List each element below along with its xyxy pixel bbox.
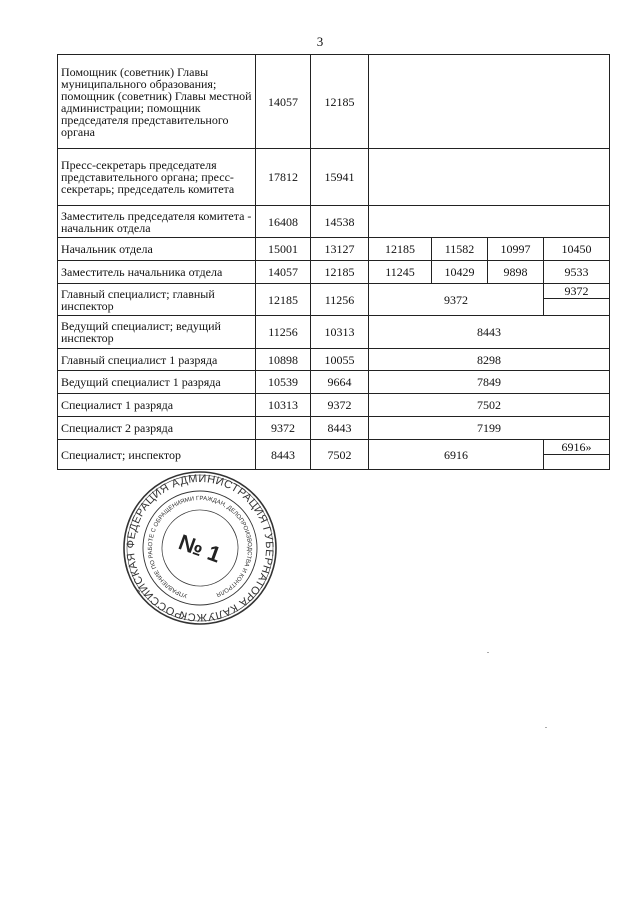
merged-salary-cell: 8443 [369, 316, 610, 349]
scan-speck [487, 652, 489, 653]
position-cell: Специалист 1 разряда [58, 394, 256, 417]
salary-cell: 7502 [311, 440, 369, 470]
table-row [58, 349, 610, 371]
salary-cell: 10313 [256, 394, 311, 417]
empty-cell [369, 149, 610, 206]
position-cell: Заместитель председателя комитета - начальник отдела [58, 206, 256, 238]
empty-cell [544, 455, 610, 470]
table-row [58, 394, 610, 417]
salary-cell: 9372 [311, 394, 369, 417]
salary-cell: 10313 [311, 316, 369, 349]
table-row [58, 206, 610, 238]
salary-cell: 15001 [256, 238, 311, 261]
salary-cell: 9372 [256, 417, 311, 440]
stamp-number: № 1 [175, 529, 225, 568]
merged-salary-cell: 7502 [369, 394, 610, 417]
position-cell: Заместитель начальника отдела [58, 261, 256, 284]
side-salary-cell: 6916» [544, 440, 610, 455]
side-salary-cell: 9372 [544, 284, 610, 299]
salary-cell: 12185 [311, 55, 369, 149]
empty-cell [369, 55, 610, 149]
position-cell: Пресс-секретарь председателя представительного органа; пресс-секретарь; председатель комитета [58, 149, 256, 206]
salary-cell: 11256 [256, 316, 311, 349]
position-cell: Ведущий специалист; ведущий инспектор [58, 316, 256, 349]
salary-cell: 10997 [488, 238, 544, 261]
table-row [58, 238, 610, 261]
salary-cell: 10450 [544, 238, 610, 261]
empty-cell [369, 206, 610, 238]
table-row [58, 417, 610, 440]
salary-cell: 14538 [311, 206, 369, 238]
table-row [58, 284, 610, 299]
position-cell: Главный специалист; главный инспектор [58, 284, 256, 316]
salary-cell: 12185 [256, 284, 311, 316]
salary-cell: 8443 [256, 440, 311, 470]
official-stamp [120, 468, 280, 628]
position-cell: Главный специалист 1 разряда [58, 349, 256, 371]
table-row [58, 440, 610, 455]
salary-cell: 10055 [311, 349, 369, 371]
salary-table [57, 54, 610, 470]
page-number: 3 [316, 34, 324, 49]
position-cell: Специалист; инспектор [58, 440, 256, 470]
salary-cell: 10539 [256, 371, 311, 394]
stamp-inner-text: УПРАВЛЕНИЕ ПО РАБОТЕ С ОБРАЩЕНИЯМИ ГРАЖДАН, ДЕЛОПРОИЗВОДСТВА И КОНТРОЛЯ [147, 495, 253, 599]
salary-cell: 15941 [311, 149, 369, 206]
salary-cell: 14057 [256, 55, 311, 149]
salary-cell: 9664 [311, 371, 369, 394]
merged-salary-cell: 6916 [369, 440, 544, 470]
salary-cell: 11582 [432, 238, 488, 261]
scan-speck [545, 727, 547, 728]
salary-cell: 13127 [311, 238, 369, 261]
merged-salary-cell: 8298 [369, 349, 610, 371]
empty-cell [544, 299, 610, 316]
salary-cell: 11256 [311, 284, 369, 316]
merged-salary-cell: 7849 [369, 371, 610, 394]
position-cell: Ведущий специалист 1 разряда [58, 371, 256, 394]
salary-cell: 12185 [311, 261, 369, 284]
salary-cell: 10429 [432, 261, 488, 284]
table-row [58, 316, 610, 349]
salary-cell: 9898 [488, 261, 544, 284]
table-row [58, 261, 610, 284]
merged-salary-cell: 9372 [369, 284, 544, 316]
salary-cell: 10898 [256, 349, 311, 371]
position-cell: Помощник (советник) Главы муниципального образования; помощник (советник) Главы местной администрации; помощник председателя представительного органа [58, 55, 256, 149]
salary-cell: 9533 [544, 261, 610, 284]
table-row [58, 371, 610, 394]
salary-cell: 16408 [256, 206, 311, 238]
position-cell: Специалист 2 разряда [58, 417, 256, 440]
salary-cell: 12185 [369, 238, 432, 261]
table-row [58, 55, 610, 149]
salary-cell: 17812 [256, 149, 311, 206]
table-row [58, 149, 610, 206]
salary-cell: 14057 [256, 261, 311, 284]
position-cell: Начальник отдела [58, 238, 256, 261]
salary-cell: 11245 [369, 261, 432, 284]
merged-salary-cell: 7199 [369, 417, 610, 440]
salary-cell: 8443 [311, 417, 369, 440]
stamp-outer-text: РОССИЙСКАЯ ФЕДЕРАЦИЯ АДМИНИСТРАЦИЯ ГУБЕРНАТОРА КАЛУЖСКОЙ [124, 472, 276, 624]
